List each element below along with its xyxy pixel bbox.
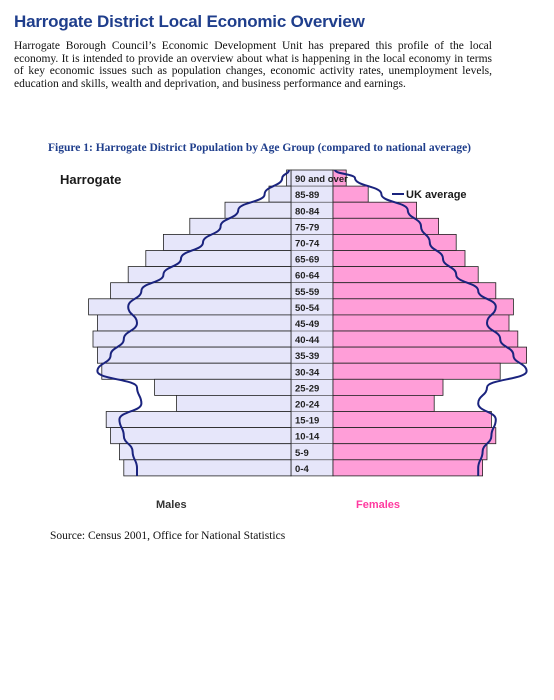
age-group-label: 90 and over <box>295 174 348 186</box>
age-group-label: 80-84 <box>295 206 320 218</box>
female-bar <box>333 363 500 379</box>
male-bar <box>163 234 291 250</box>
age-group-label: 25-29 <box>295 383 320 395</box>
age-group-label: 75-79 <box>295 222 320 234</box>
age-group-label: 5-9 <box>295 447 309 459</box>
age-group-label: 30-34 <box>295 367 320 379</box>
male-bar <box>128 267 291 283</box>
intro-paragraph: Harrogate Borough Council’s Economic Development Unit has prepared this profile of the local economy. It is intended to provide an overview about what is happening in the local economy in terms of key economic issues such as population changes, economic activity rates, unemployment levels, education and skills, wealth and deprivation, and business performance and earnings. <box>14 40 492 90</box>
female-bar <box>333 444 487 460</box>
age-group-label: 40-44 <box>295 335 320 347</box>
age-group-label: 15-19 <box>295 415 320 427</box>
age-group-label: 10-14 <box>295 431 320 443</box>
male-bar <box>119 444 291 460</box>
male-bar <box>146 251 291 267</box>
age-group-label: 0-4 <box>295 463 309 475</box>
male-bar <box>269 186 291 202</box>
male-bar <box>102 363 291 379</box>
female-bar <box>333 428 496 444</box>
male-bar <box>97 315 291 331</box>
male-bar <box>89 299 291 315</box>
female-bar <box>333 315 509 331</box>
source-note: Source: Census 2001, Office for National Statistics <box>50 530 286 542</box>
figure-title: Figure 1: Harrogate District Population by Age Group (compared to national average) <box>48 142 472 154</box>
male-bar <box>106 412 291 428</box>
age-group-label: 65-69 <box>295 254 320 266</box>
female-bar <box>333 395 434 411</box>
males-axis-label: Males <box>156 499 187 511</box>
male-bar <box>97 347 291 363</box>
age-group-label: 85-89 <box>295 190 320 202</box>
female-bar <box>333 379 443 395</box>
female-bar <box>333 234 456 250</box>
female-bar <box>333 412 491 428</box>
age-group-label: 35-39 <box>295 351 320 363</box>
legend-label: UK average <box>406 189 467 201</box>
female-bar <box>333 331 518 347</box>
chart-title: Harrogate <box>60 172 122 187</box>
females-axis-label: Females <box>356 499 401 511</box>
male-bar <box>155 379 291 395</box>
male-bar <box>190 218 291 234</box>
male-bar <box>124 460 291 476</box>
age-group-label: 50-54 <box>295 302 320 314</box>
page-heading: Harrogate District Local Economic Overview <box>14 12 365 31</box>
male-bar <box>177 395 291 411</box>
age-group-label: 70-74 <box>295 238 320 250</box>
age-group-label: 20-24 <box>295 399 320 411</box>
female-bar <box>333 186 368 202</box>
female-bar <box>333 460 483 476</box>
age-group-label: 55-59 <box>295 286 320 298</box>
female-bar <box>333 347 527 363</box>
male-bar <box>93 331 291 347</box>
age-group-label: 45-49 <box>295 319 320 330</box>
age-group-label: 60-64 <box>295 270 320 282</box>
female-bar <box>333 299 513 315</box>
male-bar <box>111 428 291 444</box>
